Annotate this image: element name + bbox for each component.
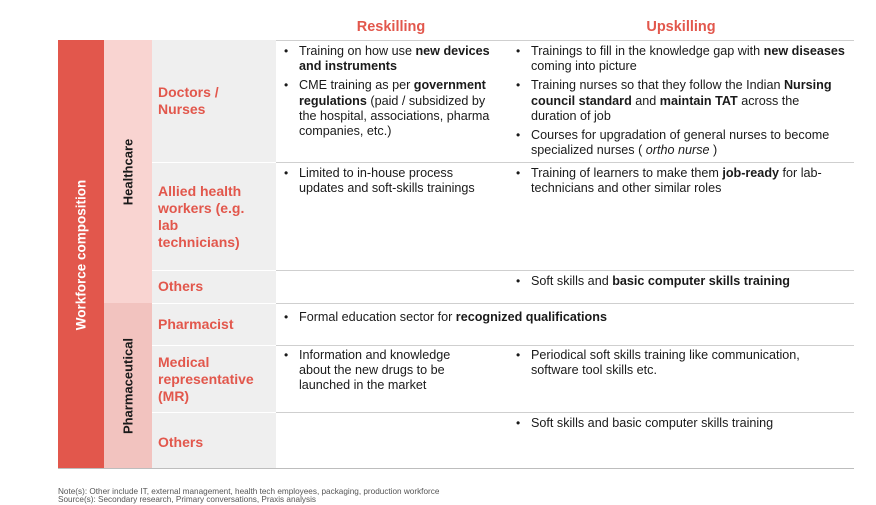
allied-upskilling-list <box>516 166 846 200</box>
pharmaceutical-band <box>104 303 152 469</box>
bullet-item: • Formal education sector for recognized qualifications <box>284 310 844 325</box>
row-label-pharmacist: Pharmacist <box>152 304 276 345</box>
table-bottom-rule <box>58 468 854 469</box>
mr-reskilling-list <box>284 348 484 398</box>
bullet-item: • Information and knowledge about the new drugs to be launched in the market <box>284 348 484 394</box>
row-divider <box>276 345 854 346</box>
doctors-upskilling-list <box>516 44 846 162</box>
healthcare-band <box>104 40 152 303</box>
row-label-others-healthcare: Others <box>152 271 276 303</box>
others-pharma-upskilling-list <box>516 416 846 435</box>
upskilling-header: Upskilling <box>646 19 716 35</box>
table-top-rule <box>276 40 854 41</box>
bullet-item: • Training of learners to make them job-ready for lab-technicians and other similar roles <box>516 166 846 196</box>
bullet-item: • Limited to in-house process updates and soft-skills trainings <box>284 166 484 196</box>
workforce-composition-label: Workforce composition <box>73 179 89 330</box>
pharmaceutical-label: Pharmaceutical <box>120 337 136 435</box>
bullet-item: • CME training as per government regulations (paid / subsidized by the hospital, associations, pharma companies, etc.) <box>284 78 502 139</box>
bullet-item: • Soft skills and basic computer skills training <box>516 416 846 431</box>
footnote: Note(s): Other include IT, external management, health tech employees, packaging, production workforce <box>58 487 440 496</box>
bullet-item: • Courses for upgradation of general nurses to become specialized nurses ( ortho nurse ) <box>516 128 846 158</box>
healthcare-label: Healthcare <box>120 138 136 205</box>
row-divider <box>276 303 854 304</box>
pharmacist-list <box>284 310 844 329</box>
bullet-item: • Trainings to fill in the knowledge gap with new diseases coming into picture <box>516 44 846 74</box>
bullet-item: • Training nurses so that they follow the Indian Nursing council standard and maintain TAT across the duration of job <box>516 78 846 124</box>
row-label-others-pharma: Others <box>152 413 276 469</box>
mr-upskilling-list <box>516 348 846 382</box>
others-healthcare-upskilling-list <box>516 274 846 293</box>
row-divider <box>276 270 854 271</box>
allied-reskilling-list <box>284 166 484 200</box>
doctors-reskilling-list <box>284 44 502 143</box>
bullet-item: • Soft skills and basic computer skills training <box>516 274 846 289</box>
reskilling-header: Reskilling <box>356 19 426 35</box>
workforce-composition-band <box>58 40 104 469</box>
bullet-item: • Training on how use new devices and instruments <box>284 44 502 74</box>
row-divider <box>276 412 854 413</box>
row-label-doctors-nurses: Doctors / Nurses <box>152 40 276 162</box>
bullet-item: • Periodical soft skills training like communication, software tool skills etc. <box>516 348 846 378</box>
row-label-medical-representative: Medical representative (MR) <box>152 346 276 412</box>
row-label-allied-health: Allied health workers (e.g. lab technicians) <box>152 163 276 270</box>
source-note: Source(s): Secondary research, Primary conversations, Praxis analysis <box>58 495 317 504</box>
